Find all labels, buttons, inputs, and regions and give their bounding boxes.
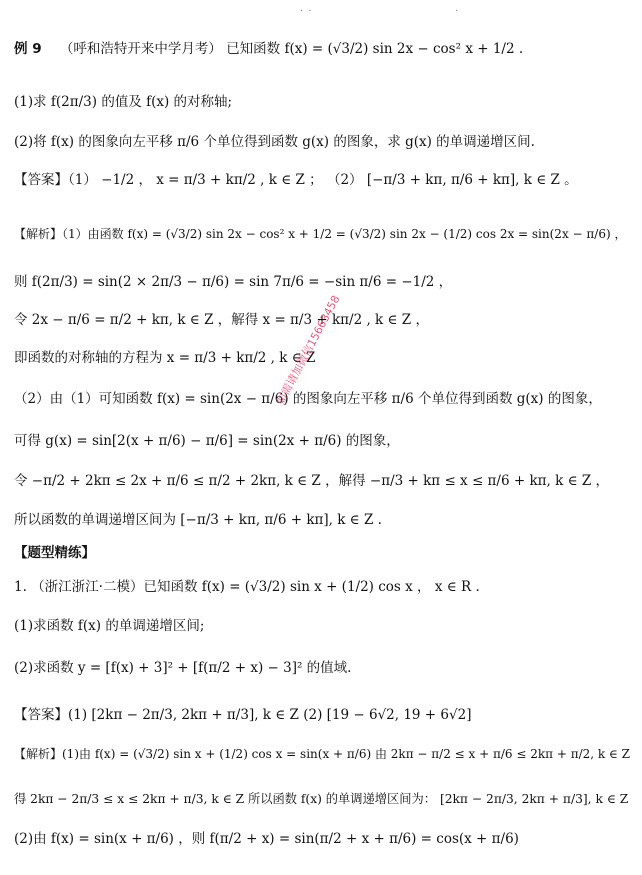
example-question-2: (2)将 f(x) 的图象向左平移 π/6 个单位得到函数 g(x) 的图象，求 g(x) 的单调递增区间. — [14, 134, 535, 150]
example-stem: 已知函数 f(x) = (√3/2) sin 2x − cos² x + 1/2 . — [226, 41, 524, 57]
example-analysis-line: 可得 g(x) = sin[2(x + π/6) − π/6] = sin(2x + π/6) 的图象， — [14, 433, 400, 449]
example-question-1: (1)求 f(2π/3) 的值及 f(x) 的对称轴; — [14, 94, 233, 110]
example-header — [14, 40, 634, 58]
example-analysis-line: 【解析】（1）由函数 f(x) = (√3/2) sin 2x − cos² x + 1/2 = (√3/2) sin 2x − (1/2) cos 2x = sin(2x − π/6) ， — [14, 227, 627, 241]
example-title: 例 9 — [14, 41, 42, 57]
practice-question-1: (1)求函数 f(x) 的单调递增区间; — [14, 618, 205, 634]
practice-heading: 【题型精练】 — [14, 545, 95, 561]
practice-answer: 【答案】(1) [2kπ − 2π/3, 2kπ + π/3], k ∈ Z (2) [19 − 6√2, 19 + 6√2] — [14, 707, 472, 723]
practice-question-2: (2)求函数 y = [f(x) + 3]² + [f(π/2 + x) − 3]² 的值域. — [14, 660, 352, 676]
practice-analysis-line: 【解析】(1)由 f(x) = (√3/2) sin x + (1/2) cos x = sin(x + π/6) 由 2kπ − π/2 ≤ x + π/6 ≤ 2kπ + π/2, k ∈ Z — [14, 747, 631, 761]
practice-stem: 1. （浙江浙江·二模）已知函数 f(x) = (√3/2) sin x + (1/2) cos x ， x ∈ R . — [14, 579, 480, 595]
header-dots-right: · — [455, 6, 460, 17]
example-analysis-line: 令 −π/2 + 2kπ ≤ 2x + π/6 ≤ π/2 + 2kπ, k ∈ Z ，解得 −π/3 + kπ ≤ x ≤ π/6 + kπ, k ∈ Z ， — [14, 473, 610, 489]
example-source: （呼和浩特开来中学月考） — [59, 41, 222, 57]
example-analysis-line: 即函数的对称轴的方程为 x = π/3 + kπ/2 , k ∈ Z — [14, 350, 316, 366]
example-analysis-line: 所以函数的单调递增区间为 [−π/3 + kπ, π/6 + kπ], k ∈ Z . — [14, 512, 382, 528]
practice-analysis-line: 得 2kπ − 2π/3 ≤ x ≤ 2kπ + π/3, k ∈ Z 所以函数 f(x) 的单调递增区间为： [2kπ − 2π/3, 2kπ + π/3], k ∈ Z — [14, 792, 629, 806]
watermark: 如需请加微信15663458 — [273, 293, 343, 408]
example-answer: 【答案】（1） −1/2 ， x = π/3 + kπ/2 , k ∈ Z ； （2） [−π/3 + kπ, π/6 + kπ], k ∈ Z 。 — [14, 172, 578, 188]
example-analysis-line: 则 f(2π/3) = sin(2 × 2π/3 − π/6) = sin 7π/6 = −sin π/6 = −1/2 ， — [14, 274, 453, 290]
header-dots-left: · · — [300, 6, 313, 17]
example-analysis-line: （2）由（1）可知函数 f(x) = sin(2x − π/6) 的图象向左平移 π/6 个单位得到函数 g(x) 的图象， — [14, 391, 602, 407]
example-analysis-line: 令 2x − π/6 = π/2 + kπ, k ∈ Z ，解得 x = π/3 + kπ/2 , k ∈ Z ， — [14, 312, 429, 328]
practice-analysis-line: (2)由 f(x) = sin(x + π/6) ，则 f(π/2 + x) = sin(π/2 + x + π/6) = cos(x + π/6) — [14, 831, 519, 847]
